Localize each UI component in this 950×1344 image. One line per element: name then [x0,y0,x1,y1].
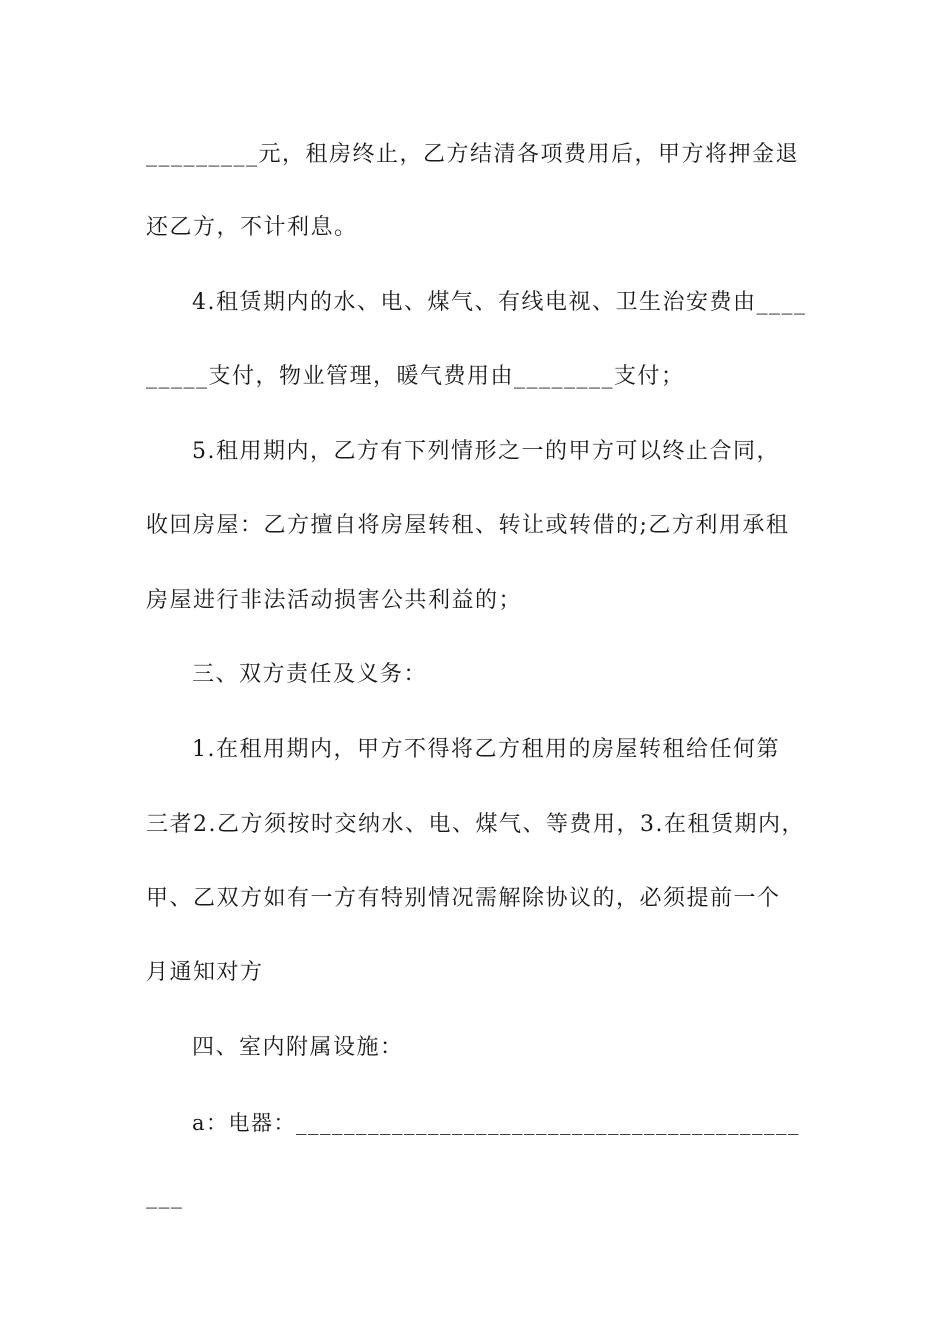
paragraph-line-6: 收回房屋：乙方擅自将房屋转租、转让或转借的;乙方利用承租 [146,513,790,538]
appliance-line-continued: ___ [146,1184,184,1209]
paragraph-line-10: 三者2.乙方须按时交纳水、电、煤气、等费用，3.在租赁期内， [146,812,805,837]
paragraph-line-5: 5.租用期内，乙方有下列情形之一的甲方可以终止合同， [192,439,780,464]
paragraph-line-2: 还乙方，不计利息。 [146,215,358,240]
paragraph-line-11: 甲、乙双方如有一方有特别情况需解除协议的，必须提前一个 [146,886,781,911]
paragraph-line-3: 4.租赁期内的水、电、煤气、有线电视、卫生治安费由____ [192,290,807,315]
paragraph-line-7: 房屋进行非法活动损害公共利益的； [146,588,523,613]
paragraph-line-12: 月通知对方 [146,960,264,985]
section-heading-3: 三、双方责任及义务： [192,662,428,687]
paragraph-line-1: _________元，租房终止，乙方结清各项费用后，甲方将押金退 [146,142,800,167]
appliance-line: a：电器：__________________________________________ [192,1111,801,1135]
paragraph-line-9: 1.在租用期内，甲方不得将乙方租用的房屋转租给任何第 [192,737,780,762]
paragraph-line-4: _____支付，物业管理，暖气费用由________支付； [146,364,685,389]
section-heading-4: 四、室内附属设施： [192,1035,404,1060]
